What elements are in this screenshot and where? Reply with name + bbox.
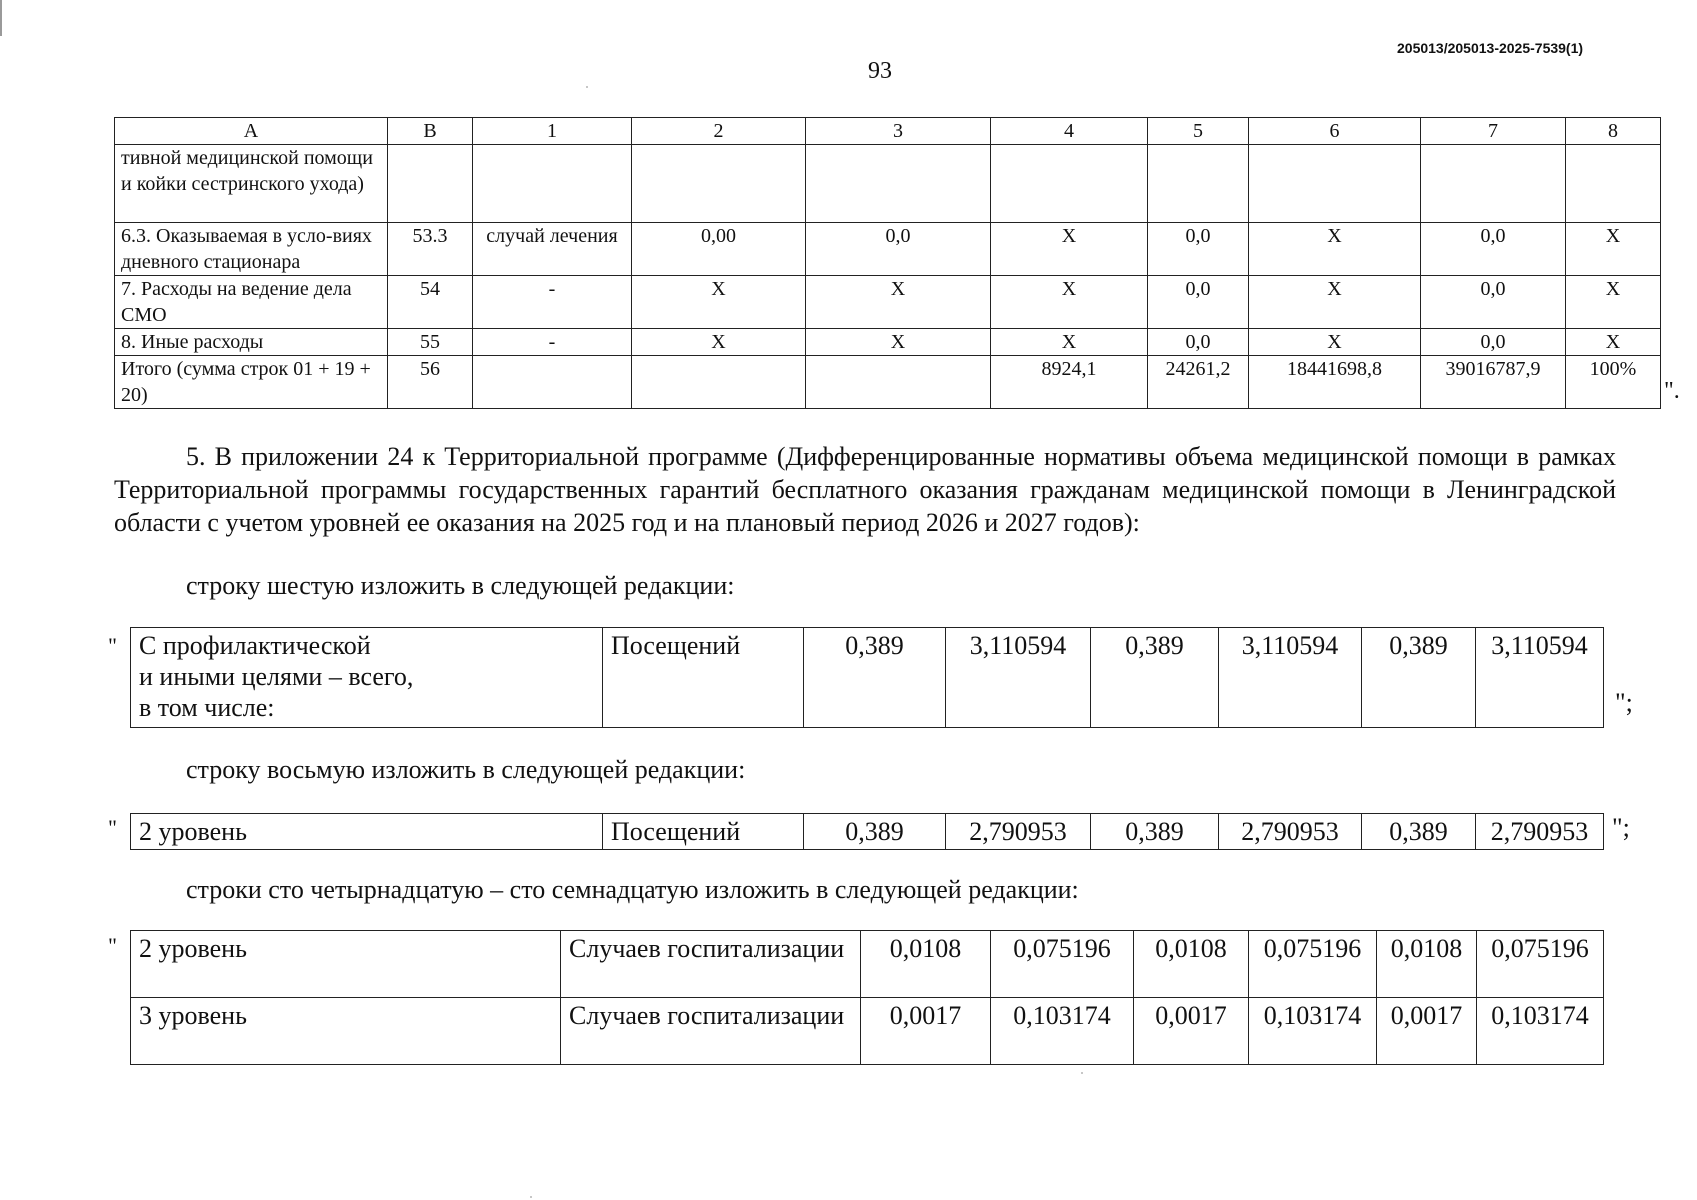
table-cell: 3,110594 bbox=[1476, 628, 1604, 728]
header-cell: 7 bbox=[1421, 118, 1566, 145]
header-cell: 5 bbox=[1148, 118, 1249, 145]
table-cell: 2,790953 bbox=[1219, 814, 1362, 850]
header-cell: 1 bbox=[473, 118, 632, 145]
table-cell: 0,0017 bbox=[1377, 998, 1477, 1065]
table-cell bbox=[1148, 145, 1249, 223]
table-row bbox=[131, 814, 1604, 850]
expenses-table bbox=[114, 117, 1661, 409]
scan-speck bbox=[586, 86, 588, 88]
rows-114-117-table bbox=[130, 930, 1604, 1065]
table-cell: 56 bbox=[388, 356, 473, 409]
opening-quote: " bbox=[108, 933, 117, 958]
table-cell: 100% bbox=[1566, 356, 1661, 409]
unit-cell: Посещений bbox=[603, 814, 804, 850]
table-cell: Х bbox=[632, 276, 806, 329]
table-cell: 0,389 bbox=[1091, 628, 1219, 728]
table-cell: 2,790953 bbox=[1476, 814, 1604, 850]
table-cell: 0,0017 bbox=[1134, 998, 1249, 1065]
table-cell: 0,0 bbox=[1148, 329, 1249, 356]
table-cell: 0,00 bbox=[632, 223, 806, 276]
table-cell: 24261,2 bbox=[1148, 356, 1249, 409]
amendment-paragraph: 5. В приложении 24 к Территориальной программе (Дифференцированные нормативы объема медицинской помощи в рамках Территориальной программы государственных гарантий бесплатного оказания гражданам медицинской помощи в Ленинградской области с учетом уровней ее оказания на 2025 год и на плановый период 2026 и 2027 годов): bbox=[114, 442, 1616, 537]
table-cell: 0,389 bbox=[1091, 814, 1219, 850]
row-label-cell: 2 уровень bbox=[131, 814, 603, 850]
scan-speck bbox=[1081, 1072, 1083, 1074]
table-cell: Х bbox=[806, 276, 991, 329]
header-cell: А bbox=[115, 118, 388, 145]
table-row bbox=[131, 998, 1604, 1065]
row-label-cell: тивной медицинской помощи и койки сестринского ухода) bbox=[115, 145, 388, 223]
opening-quote: " bbox=[108, 815, 117, 840]
table-cell: 0,0017 bbox=[861, 998, 991, 1065]
table-cell bbox=[991, 145, 1148, 223]
table-cell: 0,103174 bbox=[1477, 998, 1604, 1065]
scan-speck bbox=[530, 1196, 532, 1198]
table-row bbox=[115, 145, 1661, 223]
table-cell: 3,110594 bbox=[1219, 628, 1362, 728]
table-cell bbox=[388, 145, 473, 223]
table-row bbox=[131, 931, 1604, 998]
table-cell bbox=[806, 356, 991, 409]
table-cell: случай лечения bbox=[473, 223, 632, 276]
table-header-row bbox=[115, 118, 1661, 145]
table-cell: Х bbox=[991, 276, 1148, 329]
scan-edge-mark bbox=[0, 0, 2, 36]
table-cell: - bbox=[473, 276, 632, 329]
table-cell: 3,110594 bbox=[946, 628, 1091, 728]
table-cell: 0,0 bbox=[1148, 223, 1249, 276]
table-cell: 2,790953 bbox=[946, 814, 1091, 850]
table-cell: 0,0108 bbox=[1377, 931, 1477, 998]
table-cell: Х bbox=[991, 223, 1148, 276]
table-cell: - bbox=[473, 329, 632, 356]
table-cell: Х bbox=[1249, 276, 1421, 329]
row-label-cell: 2 уровень bbox=[131, 931, 561, 998]
table-cell: 0,0 bbox=[1421, 276, 1566, 329]
row-label-cell: С профилактической и иными целями – всего, в том числе: bbox=[131, 628, 603, 728]
table-cell: 0,389 bbox=[1362, 628, 1476, 728]
table-row-total bbox=[115, 356, 1661, 409]
table-cell: Х bbox=[991, 329, 1148, 356]
table-cell: Х bbox=[1249, 329, 1421, 356]
page-number: 93 bbox=[868, 58, 892, 84]
closing-quote: "; bbox=[1612, 813, 1630, 842]
row-label-cell: 6.3. Оказываемая в усло-виях дневного стационара bbox=[115, 223, 388, 276]
table-cell: 0,075196 bbox=[1477, 931, 1604, 998]
table-row bbox=[115, 329, 1661, 356]
table-cell bbox=[1421, 145, 1566, 223]
row-8-table bbox=[130, 813, 1604, 850]
row-label-cell: 3 уровень bbox=[131, 998, 561, 1065]
unit-cell: Посещений bbox=[603, 628, 804, 728]
instruction-line-114-117: строки сто четырнадцатую – сто семнадцатую изложить в следующей редакции: bbox=[186, 875, 1079, 904]
table-cell bbox=[1249, 145, 1421, 223]
header-cell: 8 bbox=[1566, 118, 1661, 145]
table-cell: 0,0108 bbox=[1134, 931, 1249, 998]
row-6-table bbox=[130, 627, 1604, 728]
table-cell: 0,0 bbox=[1421, 223, 1566, 276]
table-cell: 0,389 bbox=[804, 814, 946, 850]
instruction-line-6: строку шестую изложить в следующей редакции: bbox=[186, 571, 735, 600]
table-cell: 54 bbox=[388, 276, 473, 329]
row-label-cell: 8. Иные расходы bbox=[115, 329, 388, 356]
table-cell: Х bbox=[632, 329, 806, 356]
table-cell: 53.3 bbox=[388, 223, 473, 276]
table-cell: Х bbox=[806, 329, 991, 356]
table-cell: 39016787,9 bbox=[1421, 356, 1566, 409]
table-cell: Х bbox=[1566, 276, 1661, 329]
table-cell bbox=[473, 356, 632, 409]
table-cell: 0,0108 bbox=[861, 931, 991, 998]
header-cell: 3 bbox=[806, 118, 991, 145]
unit-cell: Случаев госпитализации bbox=[561, 998, 861, 1065]
table-cell bbox=[632, 356, 806, 409]
table-row bbox=[115, 223, 1661, 276]
opening-quote: " bbox=[108, 633, 117, 658]
table-cell bbox=[473, 145, 632, 223]
table-cell: 0,0 bbox=[806, 223, 991, 276]
row-label-cell: 7. Расходы на ведение дела СМО bbox=[115, 276, 388, 329]
table-cell: Х bbox=[1566, 223, 1661, 276]
header-cell: 4 bbox=[991, 118, 1148, 145]
closing-quote: ". bbox=[1664, 378, 1680, 404]
table-cell: 0,389 bbox=[804, 628, 946, 728]
table-cell: 0,0 bbox=[1421, 329, 1566, 356]
table-cell: 0,0 bbox=[1148, 276, 1249, 329]
table-cell bbox=[632, 145, 806, 223]
table-cell: 0,075196 bbox=[991, 931, 1134, 998]
table-cell: 0,075196 bbox=[1249, 931, 1377, 998]
table-cell: 0,103174 bbox=[1249, 998, 1377, 1065]
row-label-cell: Итого (сумма строк 01 + 19 + 20) bbox=[115, 356, 388, 409]
table-cell: 18441698,8 bbox=[1249, 356, 1421, 409]
table-cell: 8924,1 bbox=[991, 356, 1148, 409]
closing-quote: "; bbox=[1615, 688, 1633, 717]
table-cell: 55 bbox=[388, 329, 473, 356]
document-id: 205013/205013-2025-7539(1) bbox=[1397, 40, 1584, 56]
table-cell bbox=[806, 145, 991, 223]
table-row bbox=[131, 628, 1604, 728]
table-cell: Х bbox=[1249, 223, 1421, 276]
table-cell: 0,389 bbox=[1362, 814, 1476, 850]
table-cell: Х bbox=[1566, 329, 1661, 356]
header-cell: В bbox=[388, 118, 473, 145]
instruction-line-8: строку восьмую изложить в следующей редакции: bbox=[186, 755, 746, 784]
unit-cell: Случаев госпитализации bbox=[561, 931, 861, 998]
table-cell bbox=[1566, 145, 1661, 223]
header-cell: 2 bbox=[632, 118, 806, 145]
header-cell: 6 bbox=[1249, 118, 1421, 145]
table-cell: 0,103174 bbox=[991, 998, 1134, 1065]
table-row bbox=[115, 276, 1661, 329]
